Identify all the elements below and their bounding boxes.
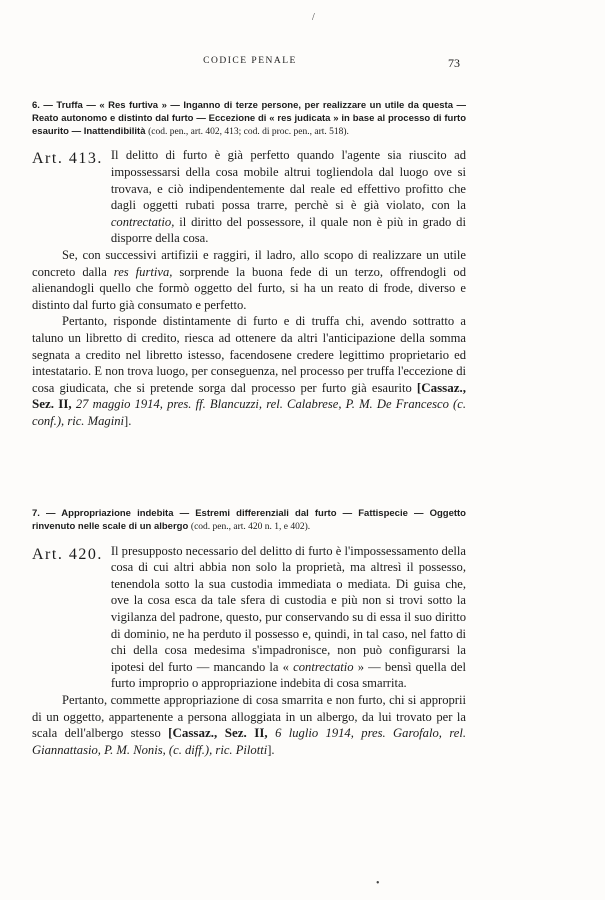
section-6-paragraph-3 — [32, 313, 466, 429]
bottom-margin-mark: • — [376, 878, 380, 889]
running-head: CODICE PENALE — [203, 56, 297, 66]
section-6-ref-open: [Cassaz., Sez. II, — [32, 379, 466, 412]
section-6-p2-text-a: Se, con successivi artifizii e raggiri, il ladro, allo scopo di realizzare un utile concreto dalla — [32, 247, 466, 279]
section-7-ref-close: ]. — [267, 742, 275, 757]
section-6-article-label: Art. 413. — [32, 150, 103, 168]
section-7-p1-italic: contrectatio — [293, 659, 354, 674]
section-6-p2-italic: res furtiva, — [113, 264, 173, 279]
section-7-ref-details: 6 luglio 1914, pres. Garofalo, rel. Giannattasio, P. M. Nonis, (c. diff.), ric. Pilotti — [32, 726, 466, 757]
section-7-p1-text: Il presupposto necessario del delitto di furto è l'impossessamento della cosa di cui altri abbia non solo la proprietà, ma altresì il possesso, tenendola sotto la sua custodia immediata o mediata. Di guisa che, ove la cosa esca da tale sfera di custodia e più non si trovi sotto la vigilanza del padrone, questo, pur conservando su di essa il suo diritto di dominio, ne ha perduto il possesso e, quindi, in tal caso, nel fatto di chi della cosa medesima s'impadronisce, non può configurarsi la ipotesi del furto — mancando la « — [110, 543, 466, 674]
section-7-paragraph-1 — [111, 543, 466, 692]
section-7-p1-end: » — bensì quella del furto improprio o appropriazione indebita di cosa smarrita. — [110, 659, 466, 691]
section-6-p1-italic: contrectatio, — [110, 214, 175, 229]
section-6-p2-text-b: sorprende la buona fede di un terzo, offrendogli od alienandogli quello che formò oggetto del furto, si ha un reato di frode, diverso e distinto dal furto già consumato e perfetto. — [32, 264, 466, 312]
section-7-heading-text: 7. — Appropriazione indebita — Estremi differenziali dal furto — Fattispecie — Oggetto rinvenuto nelle scale di un albergo — [32, 508, 466, 532]
section-6-paragraph-1 — [111, 147, 466, 247]
section-6-p1-end: il diritto del possessore, il quale non è più in grado di disporre della cosa. — [110, 214, 466, 246]
section-7-heading-cite: (cod. pen., art. 420 n. 1, e 402). — [190, 521, 311, 532]
section-7-heading — [32, 508, 466, 534]
section-7-ref-open: [Cassaz., Sez. II, — [168, 725, 268, 741]
section-7-p2-text: Pertanto, commette appropriazione di cosa smarrita e non furto, chi si approprii di un oggetto, appartenente a persona alloggiata in un albergo, da lui trovato per la scala dell'albergo stesso — [32, 692, 466, 741]
top-margin-mark: / — [312, 12, 315, 23]
section-6-heading — [32, 100, 466, 138]
section-6-heading-cite: (cod. pen., art. 402, 413; cod. di proc. pen., art. 518). — [148, 126, 349, 137]
section-6-ref-details: 27 maggio 1914, pres. ff. Blancuzzi, rel. Calabrese, P. M. De Francesco (c. conf.), ric. Magini — [32, 397, 466, 428]
page-number: 73 — [448, 56, 460, 70]
section-6-article — [32, 147, 466, 247]
section-6-p3-text: Pertanto, risponde distintamente di furto e di truffa chi, avendo sottratto a taluno un libretto di credito, riesca ad ottenere da altri l'anticipazione della somma segnata a credito nel libretto istesso, facendosene credere legittimo proprietario ed intestatario. E non trova luogo, per conseguenza, nel processo per truffa l'eccezione di cosa giudicata, che si pretende sorga dal processo per furto già esaurito — [32, 314, 466, 395]
section-6-paragraph-2 — [32, 247, 466, 313]
section-7-article-label: Art. 420. — [32, 545, 103, 563]
section-6 — [32, 100, 466, 429]
section-7 — [32, 508, 466, 758]
section-6-heading-text: 6. — Truffa — « Res furtiva » — Inganno di terze persone, per realizzare un utile da questa — Reato autonomo e distinto dal furto — Eccezione di « res judicata » in base al processo di furto esaurito — Inattendibilità — [32, 100, 466, 137]
section-6-p1-text: Il delitto di furto è già perfetto quando l'agente sia riuscito ad impossessarsi della cosa mobile altrui togliendola dal luogo ove si trovava, e ciò indipendentemente dal reale ed effettivo profitto che dagli oggetti rubati possa trarre, perchè si è già violato, con la — [110, 148, 466, 213]
section-6-ref-close: ]. — [124, 413, 132, 428]
section-7-article — [32, 543, 466, 692]
section-7-paragraph-2 — [32, 692, 466, 758]
